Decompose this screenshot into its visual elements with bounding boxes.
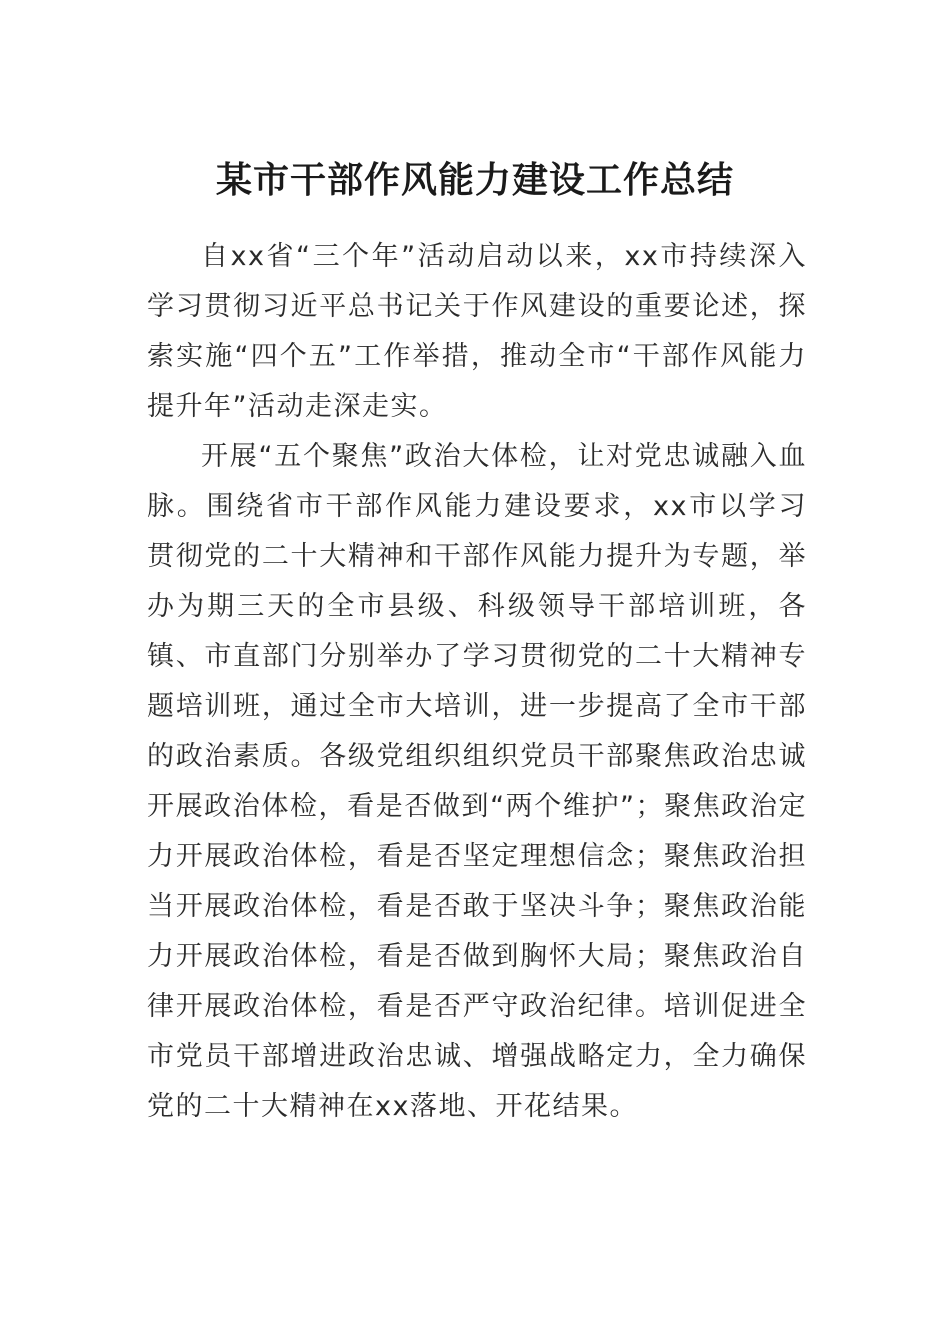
paragraph-intro: 自xx省“三个年”活动启动以来，xx市持续深入学习贯彻习近平总书记关于作风建设的重要论述，探索实施“四个五”工作举措，推动全市“干部作风能力提升年”活动走深走实。	[147, 241, 807, 422]
paragraph-political-checkup: 开展“五个聚焦”政治大体检，让对党忠诚融入血脉。围绕省市干部作风能力建设要求，xx市以学习贯彻党的二十大精神和干部作风能力提升为专题，举办为期三天的全市县级、科级领导干部培训班，各镇、市直部门分别举办了学习贯彻党的二十大精神专题培训班，通过全市大培训，进一步提高了全市干部的政治素质。各级党组织组织党员干部聚焦政治忠诚开展政治体检，看是否做到“两个维护”；聚焦政治定力开展政治体检，看是否坚定理想信念；聚焦政治担当开展政治体检，看是否敢于坚决斗争；聚焦政治能力开展政治体检，看是否做到胸怀大局；聚焦政治自律开展政治体检，看是否严守政治纪律。培训促进全市党员干部增进政治忠诚、增强战略定力，全力确保党的二十大精神在xx落地、开花结果。	[147, 441, 807, 1122]
document-title: 某市干部作风能力建设工作总结	[215, 159, 734, 201]
document-body	[147, 232, 807, 1132]
